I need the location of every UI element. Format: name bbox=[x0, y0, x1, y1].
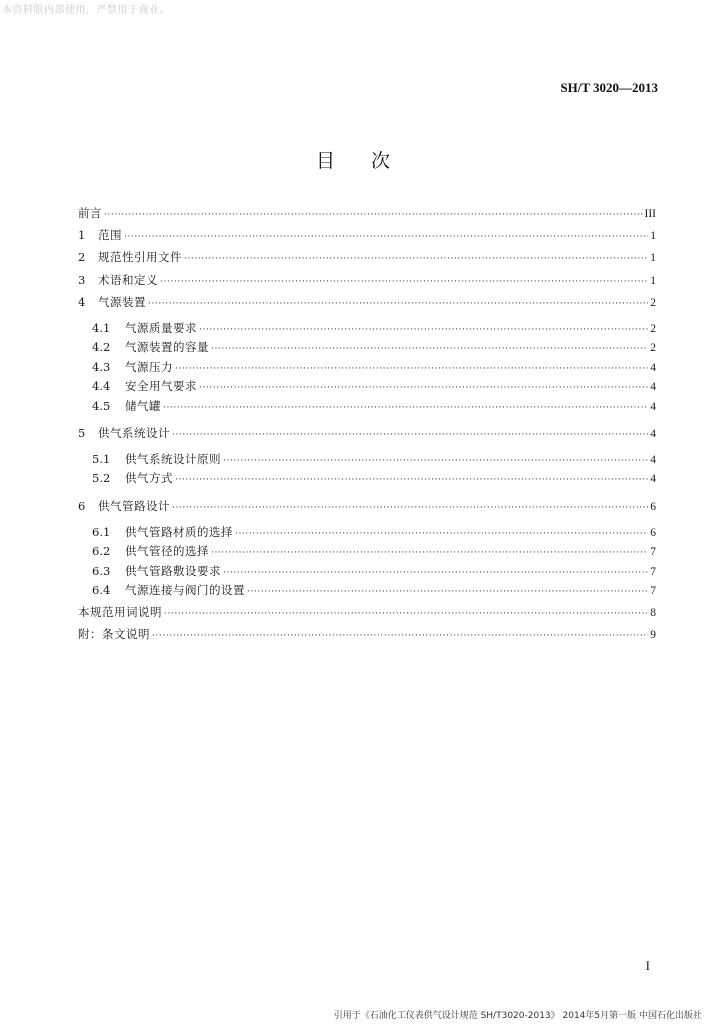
toc-leader-dots bbox=[211, 345, 648, 354]
toc-section-number: 5.1 bbox=[92, 452, 111, 467]
toc-label: 气源连接与阀门的设置 bbox=[125, 583, 245, 598]
toc-section-number: 2 bbox=[78, 250, 86, 265]
toc-label: 本规范用词说明 bbox=[78, 604, 162, 619]
toc-page-number: III bbox=[644, 208, 656, 220]
toc-label: 气源装置的容量 bbox=[125, 340, 209, 355]
toc-entry-5-2[interactable] bbox=[78, 469, 656, 488]
toc-label: 供气管径的选择 bbox=[125, 544, 209, 559]
toc-entry-4-1[interactable] bbox=[78, 319, 656, 338]
toc-leader-dots bbox=[199, 326, 648, 335]
toc-entry-foreword[interactable] bbox=[78, 202, 656, 224]
toc-entry-5[interactable] bbox=[78, 422, 656, 444]
page-title: 目次 bbox=[315, 150, 426, 172]
toc-page-number: 4 bbox=[650, 454, 656, 467]
toc-entry-4-5[interactable] bbox=[78, 397, 656, 416]
toc-label: 供气管路设计 bbox=[98, 498, 170, 513]
toc-entry-5-1[interactable] bbox=[78, 450, 656, 469]
toc-leader-dots bbox=[184, 255, 648, 264]
toc-label: 气源装置 bbox=[98, 294, 146, 309]
toc-page-number: 6 bbox=[650, 527, 656, 540]
toc-page-number: 4 bbox=[650, 427, 656, 440]
toc-label: 附：条文说明 bbox=[78, 626, 150, 641]
toc-entry-4-2[interactable] bbox=[78, 338, 656, 357]
toc-page-number: 2 bbox=[650, 322, 656, 335]
toc-entry-6-4[interactable] bbox=[78, 581, 656, 600]
toc-page-number: 1 bbox=[650, 230, 656, 243]
toc-section-number: 4.2 bbox=[92, 340, 111, 355]
toc-label: 术语和定义 bbox=[98, 272, 158, 287]
toc-page-number: 6 bbox=[650, 500, 656, 513]
toc-label: 安全用气要求 bbox=[125, 379, 197, 394]
toc-section-number: 6 bbox=[78, 498, 86, 513]
toc-page-number: 2 bbox=[650, 342, 656, 355]
toc-label: 气源质量要求 bbox=[125, 320, 197, 335]
toc-section-number: 4.3 bbox=[92, 359, 111, 374]
toc-page-number: 1 bbox=[650, 252, 656, 265]
toc-leader-dots bbox=[223, 569, 648, 578]
toc-section-number: 6.4 bbox=[92, 583, 111, 598]
toc-entry-4[interactable] bbox=[78, 291, 656, 313]
toc-leader-dots bbox=[152, 632, 648, 641]
toc-label: 规范性引用文件 bbox=[98, 250, 182, 265]
toc-entry-6-1[interactable] bbox=[78, 523, 656, 542]
toc-leader-dots bbox=[175, 365, 648, 374]
toc-section-number: 6.1 bbox=[92, 525, 111, 540]
toc-leader-dots bbox=[223, 457, 648, 466]
toc-leader-dots bbox=[104, 211, 643, 220]
toc-entry-appendix[interactable] bbox=[78, 623, 656, 645]
toc-page-number: 7 bbox=[650, 565, 656, 578]
toc-label: 范围 bbox=[98, 228, 122, 243]
toc-page-number: 4 bbox=[650, 381, 656, 394]
toc-label: 储气罐 bbox=[125, 398, 161, 413]
toc-leader-dots bbox=[124, 233, 648, 242]
toc-section-number: 4 bbox=[78, 294, 86, 309]
toc-label: 供气系统设计 bbox=[98, 425, 170, 440]
watermark-text: 本资料限内部使用，严禁用于商业。 bbox=[2, 5, 170, 16]
toc-entry-6-3[interactable] bbox=[78, 562, 656, 581]
toc-leader-dots bbox=[172, 504, 648, 513]
toc-leader-dots bbox=[160, 278, 648, 287]
toc-section-number: 1 bbox=[78, 228, 86, 243]
toc-page-number: 4 bbox=[650, 400, 656, 413]
table-of-contents bbox=[78, 202, 656, 645]
toc-entry-4-4[interactable] bbox=[78, 377, 656, 396]
standard-code: SH/T 3020—2013 bbox=[560, 80, 658, 95]
toc-leader-dots bbox=[164, 610, 648, 619]
toc-page-number: 8 bbox=[650, 606, 656, 619]
toc-entry-3[interactable] bbox=[78, 269, 656, 291]
toc-entry-wording-explanation[interactable] bbox=[78, 601, 656, 623]
toc-page-number: 9 bbox=[650, 628, 656, 641]
toc-label: 供气管路敷设要求 bbox=[125, 563, 221, 578]
toc-section-number: 5 bbox=[78, 425, 86, 440]
toc-page-number: 4 bbox=[650, 361, 656, 374]
toc-entry-6[interactable] bbox=[78, 495, 656, 517]
toc-section-number: 4.5 bbox=[92, 398, 111, 413]
toc-entry-1[interactable] bbox=[78, 224, 656, 246]
toc-leader-dots bbox=[175, 476, 648, 485]
toc-leader-dots bbox=[247, 588, 648, 597]
citation-footer: 引用于《石油化工仪表供气设计规范 SH/T3020-2013》 2014年5月第一版 中国石化出版社 bbox=[333, 1011, 702, 1021]
toc-label: 供气系统设计原则 bbox=[125, 452, 221, 467]
toc-section-number: 5.2 bbox=[92, 471, 111, 486]
page-number: I bbox=[645, 958, 650, 973]
toc-entry-4-3[interactable] bbox=[78, 358, 656, 377]
toc-section-number: 4.1 bbox=[92, 320, 111, 335]
toc-label: 前言 bbox=[78, 206, 102, 220]
toc-leader-dots bbox=[235, 530, 648, 539]
toc-leader-dots bbox=[211, 549, 648, 558]
toc-page-number: 2 bbox=[650, 296, 656, 309]
toc-section-number: 6.3 bbox=[92, 563, 111, 578]
toc-label: 供气方式 bbox=[125, 471, 173, 486]
toc-label: 供气管路材质的选择 bbox=[125, 525, 233, 540]
toc-leader-dots bbox=[199, 384, 648, 393]
toc-leader-dots bbox=[163, 404, 648, 413]
toc-section-number: 6.2 bbox=[92, 544, 111, 559]
toc-entry-6-2[interactable] bbox=[78, 542, 656, 561]
toc-page-number: 1 bbox=[650, 274, 656, 287]
toc-leader-dots bbox=[172, 431, 648, 440]
toc-page-number: 7 bbox=[650, 585, 656, 598]
toc-label: 气源压力 bbox=[125, 359, 173, 374]
toc-section-number: 3 bbox=[78, 272, 86, 287]
toc-page-number: 4 bbox=[650, 473, 656, 486]
toc-leader-dots bbox=[148, 300, 648, 309]
toc-page-number: 7 bbox=[650, 546, 656, 559]
toc-entry-2[interactable] bbox=[78, 246, 656, 268]
toc-section-number: 4.4 bbox=[92, 379, 111, 394]
